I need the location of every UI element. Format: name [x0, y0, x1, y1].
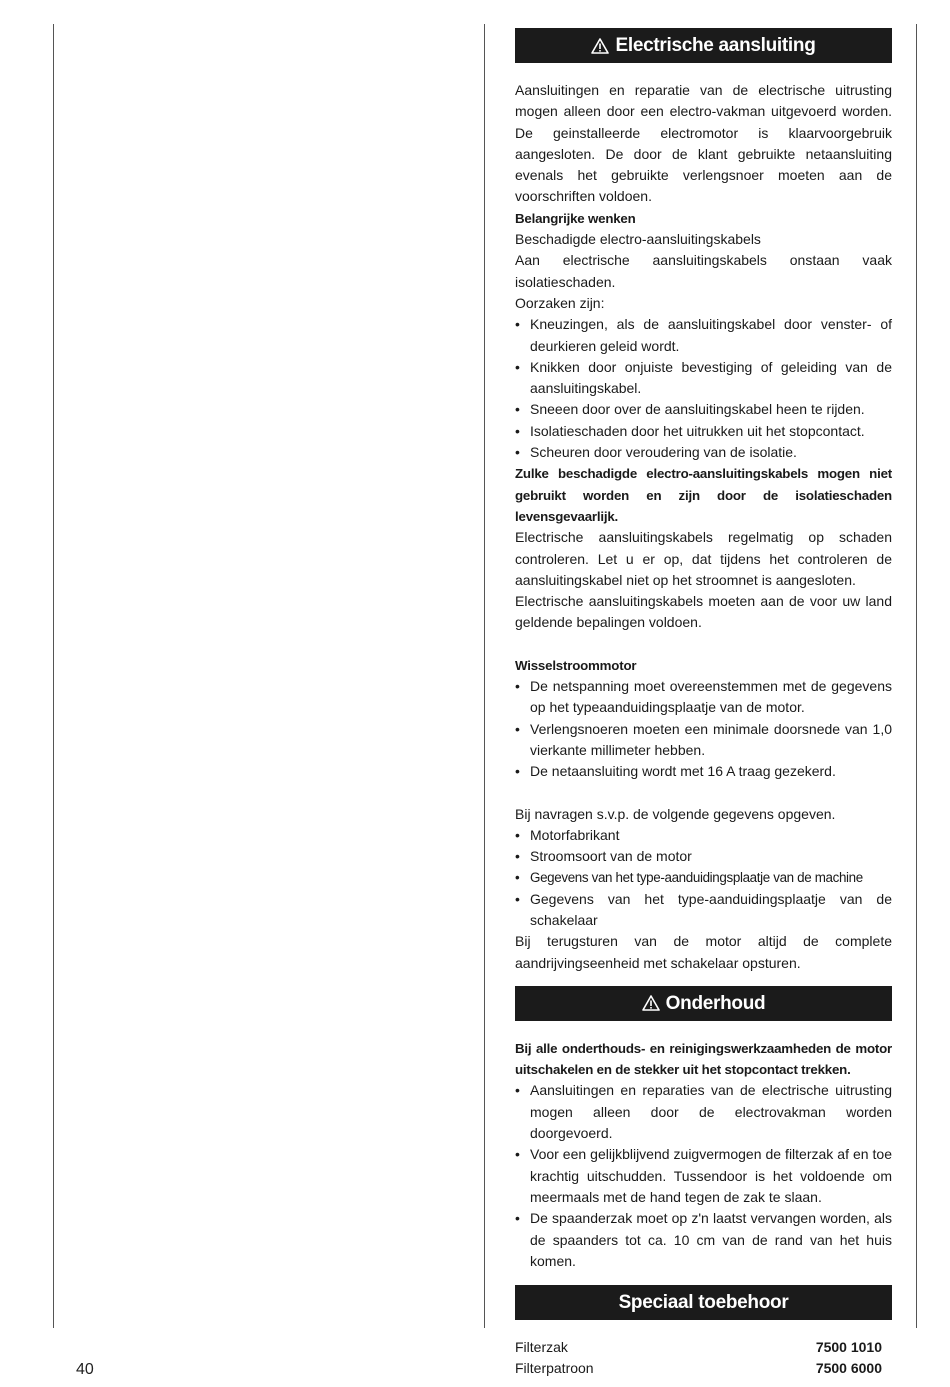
accessories-section-title: Speciaal toebehoor [618, 1291, 789, 1313]
electrical-intro: Aansluitingen en reparatie van de electrische uitrusting mogen alleen door een electro-vakman uitgevoerd worden. De geinstalleerde electromotor is klaarvoorgebruik aangesloten. De door de klant gebruikte netaansluiting evenals het gebruikte verlengsnoer moeten aan de voorschriften voldoen. [515, 82, 892, 205]
accessory-number: 7500 6000 [815, 1360, 882, 1377]
list-item: • De spaanderzak moet op z'n laatst vervangen worden, als de spaanders tot ca. 10 cm van de rand van het huis komen. [515, 1208, 892, 1272]
ac-motor-list [515, 676, 892, 782]
list-item: • Gegevens van het type-aanduidingsplaatje van de schakelaar [515, 889, 892, 932]
left-margin-rule [53, 24, 54, 1328]
right-margin-rule [916, 24, 917, 1328]
important-heading: Belangrijke wenken [515, 210, 636, 226]
list-item: • Aansluitingen en reparaties van de electrische uitrusting mogen alleen door de electrovakman worden doorgevoerd. [515, 1080, 892, 1144]
electrical-section-title: Electrische aansluiting [615, 34, 816, 56]
maintenance-section-title: Onderhoud [665, 992, 766, 1014]
warning-triangle-icon [591, 38, 609, 54]
accessory-number: 7500 1010 [815, 1339, 882, 1356]
accessories-section-header [515, 1285, 892, 1320]
list-item: • De netaansluiting wordt met 16 A traag gezekerd. [515, 761, 892, 782]
accessory-row [515, 1337, 892, 1358]
list-item: • Isolatieschaden door het uitrukken uit het stopcontact. [515, 421, 892, 442]
list-item: • Sneeen door over de aansluitingskabel heen te rijden. [515, 399, 892, 420]
list-item: • Verlengsnoeren moeten een minimale doorsnede van 1,0 vierkante millimeter hebben. [515, 719, 892, 762]
maintenance-list [515, 1080, 892, 1272]
damaged-cable-warning: Zulke beschadigde electro-aansluitingskabels mogen niet gebruikt worden en zijn door de isolatieschaden levensgevaarlijk. [515, 466, 892, 524]
inquiry-list [515, 825, 892, 931]
list-item: • Voor een gelijkblijvend zuigvermogen de filterzak af en toe krachtig uitschudden. Tussendoor is het voldoende om meermaals met de hand tegen de zak te slaan. [515, 1144, 892, 1208]
warning-triangle-icon [642, 995, 660, 1011]
list-item: • Gegevens van het type-aanduidingsplaatje van de machine [515, 867, 892, 888]
inquiry-intro: Bij navragen s.v.p. de volgende gegevens opgeven. [515, 805, 836, 822]
list-item: • Scheuren door veroudering van de isolatie. [515, 442, 892, 463]
right-column [515, 28, 892, 1380]
motor-return-text: Bij terugsturen van de motor altijd de complete aandrijvingseenheid met schakelaar opsturen. [515, 933, 892, 971]
maintenance-warning: Bij alle onderthouds- en reinigingswerkzaamheden de motor uitschakelen en de stekker uit het stopcontact trekken. [515, 1040, 892, 1078]
accessory-name: Filterzak [515, 1339, 568, 1356]
ac-motor-heading: Wisselstroommotor [515, 657, 637, 673]
list-item: • Stroomsoort van de motor [515, 846, 892, 867]
maintenance-section-header [515, 986, 892, 1021]
cable-regulations-text: Electrische aansluitingskabels moeten aan de voor uw land geldende bepalingen voldoen. [515, 593, 892, 631]
list-item: • De netspanning moet overeenstemmen met de gegevens op het typeaanduidingsplaatje van de motor. [515, 676, 892, 719]
accessory-row [515, 1358, 892, 1379]
cable-check-text: Electrische aansluitingskabels regelmatig op schaden controleren. Let u er op, dat tijdens het controleren de aansluitingskabel niet op het stroomnet is aangesloten. [515, 529, 892, 588]
column-divider-rule [484, 24, 485, 1328]
list-item: • Motorfabrikant [515, 825, 892, 846]
list-item: • Knikken door onjuiste bevestiging of geleiding van de aansluitingskabel. [515, 357, 892, 400]
damaged-cables-text: Beschadigde electro-aansluitingskabels [515, 231, 761, 248]
causes-intro: Oorzaken zijn: [515, 294, 605, 311]
page-number: 40 [76, 1361, 94, 1378]
accessory-name: Filterpatroon [515, 1360, 594, 1377]
electrical-section-header [515, 28, 892, 63]
insulation-damage-text: Aan electrische aansluitingskabels onstaan vaak isolatieschaden. [515, 252, 892, 290]
causes-list [515, 314, 892, 463]
list-item: • Kneuzingen, als de aansluitingskabel door venster- of deurkieren geleid wordt. [515, 314, 892, 357]
